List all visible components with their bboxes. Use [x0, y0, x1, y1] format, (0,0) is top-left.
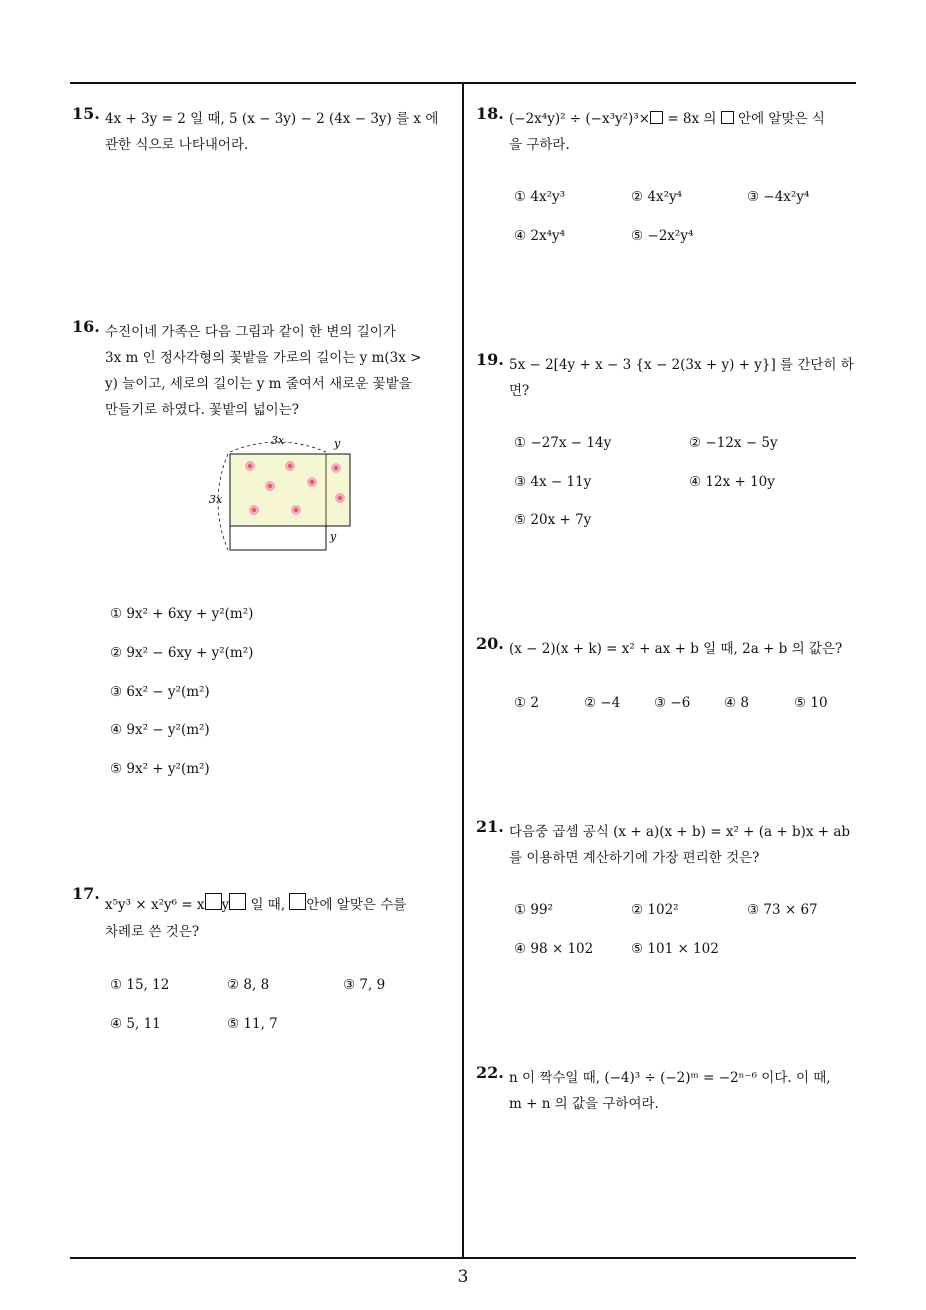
answer-option[interactable]: ① 2 [514, 695, 539, 711]
answer-option[interactable]: ① 15, 12 [110, 977, 170, 993]
question-text: 다음중 곱셈 공식 (x + a)(x + b) = x² + (a + b)x + ab [509, 824, 851, 840]
question-text: (x − 2)(x + k) = x² + ax + b 일 때, 2a + b 의 값은? [509, 641, 843, 657]
answer-option[interactable]: ③ 4x − 11y [514, 474, 592, 490]
question-number: 20. [476, 634, 504, 653]
question-text: 5x − 2[4y + x − 3 {x − 2(3x + y) + y}] 를 간단히 하 [509, 357, 854, 373]
answer-option[interactable]: ④ 9x² − y²(m²) [110, 722, 210, 738]
question-text: 차례로 쓴 것은? [105, 924, 200, 940]
question-number: 15. [72, 104, 100, 123]
answer-option[interactable]: ⑤ 11, 7 [227, 1016, 278, 1032]
expression: y [221, 897, 230, 913]
question-text: 관한 식으로 나타내어라. [105, 137, 249, 153]
answer-option[interactable]: ④ 12x + 10y [689, 474, 775, 490]
page-number: 3 [457, 1267, 469, 1287]
answer-option[interactable]: ① 9x² + 6xy + y²(m²) [110, 606, 254, 622]
question-text: 수진이네 가족은 다음 그림과 같이 한 변의 길이가 [105, 324, 396, 340]
question-text: 만들기로 하였다. 꽃밭의 넓이는? [105, 402, 299, 418]
question-number: 16. [72, 317, 100, 336]
question-number: 18. [476, 104, 504, 123]
column-divider [462, 82, 464, 1258]
question-number: 21. [476, 817, 504, 836]
question-text: y) 늘이고, 세로의 길이는 y m 줄여서 새로운 꽃밭을 [105, 376, 412, 392]
answer-option[interactable]: ⑤ 20x + 7y [514, 512, 592, 528]
figure-label-top: 3x [271, 434, 285, 447]
blank-box [229, 893, 246, 910]
question-text: 3x m 인 정사각형의 꽃밭을 가로의 길이는 y m(3x > [105, 350, 422, 366]
figure-label-y-bottom: y [330, 530, 337, 543]
answer-option[interactable]: ③ 6x² − y²(m²) [110, 684, 210, 700]
expression: x⁵y³ × x²y⁶ = x [105, 897, 205, 913]
answer-option[interactable]: ① −27x − 14y [514, 435, 612, 451]
figure-label-y-top: y [334, 437, 341, 450]
text: 안에 알맞은 수를 [306, 897, 407, 913]
question-text [509, 107, 825, 127]
expression: (−2x⁴y)² ÷ (−x³y²)³× [509, 111, 651, 127]
question-text: 면? [509, 383, 530, 399]
question-text: 을 구하라. [509, 137, 570, 153]
expression: = 8x 의 [663, 111, 721, 127]
question-text: m + n 의 값을 구하여라. [509, 1096, 659, 1112]
text: 안에 알맞은 식 [733, 111, 825, 127]
text: 일 때, [246, 897, 290, 913]
question-number: 22. [476, 1063, 504, 1082]
answer-option[interactable]: ② −4 [584, 695, 621, 711]
answer-option[interactable]: ④ 2x⁴y⁴ [514, 228, 566, 244]
answer-option[interactable]: ③ 73 × 67 [747, 902, 818, 918]
answer-option[interactable]: ⑤ 10 [794, 695, 828, 711]
answer-option[interactable]: ④ 8 [724, 695, 749, 711]
answer-option[interactable]: ④ 5, 11 [110, 1016, 161, 1032]
answer-option[interactable]: ⑤ −2x²y⁴ [631, 228, 694, 244]
question-text [105, 893, 406, 913]
blank-box [650, 111, 663, 124]
answer-option[interactable]: ② 102² [631, 902, 679, 918]
question-number: 17. [72, 884, 100, 903]
blank-box [721, 111, 734, 124]
answer-option[interactable]: ② 8, 8 [227, 977, 270, 993]
blank-box [289, 893, 306, 910]
question-text: n 이 짝수일 때, (−4)³ ÷ (−2)ᵐ = −2ⁿ⁻⁶ 이다. 이 때, [509, 1070, 831, 1086]
answer-option[interactable]: ③ 7, 9 [343, 977, 386, 993]
answer-option[interactable]: ① 4x²y³ [514, 189, 566, 205]
blank-box [205, 893, 222, 910]
answer-option[interactable]: ③ −4x²y⁴ [747, 189, 810, 205]
answer-option[interactable]: ② 4x²y⁴ [631, 189, 683, 205]
answer-option[interactable]: ③ −6 [654, 695, 691, 711]
answer-option[interactable]: ② −12x − 5y [689, 435, 778, 451]
flowerbed-figure [200, 430, 360, 555]
question-text: 4x + 3y = 2 일 때, 5 (x − 3y) − 2 (4x − 3y) 를 x 에 [105, 111, 439, 127]
answer-option[interactable]: ① 99² [514, 902, 553, 918]
answer-option[interactable]: ② 9x² − 6xy + y²(m²) [110, 645, 254, 661]
question-text: 를 이용하면 계산하기에 가장 편리한 것은? [509, 850, 760, 866]
question-number: 19. [476, 350, 504, 369]
answer-option[interactable]: ④ 98 × 102 [514, 941, 594, 957]
answer-option[interactable]: ⑤ 9x² + y²(m²) [110, 761, 210, 777]
answer-option[interactable]: ⑤ 101 × 102 [631, 941, 719, 957]
figure-label-left: 3x [209, 493, 223, 506]
